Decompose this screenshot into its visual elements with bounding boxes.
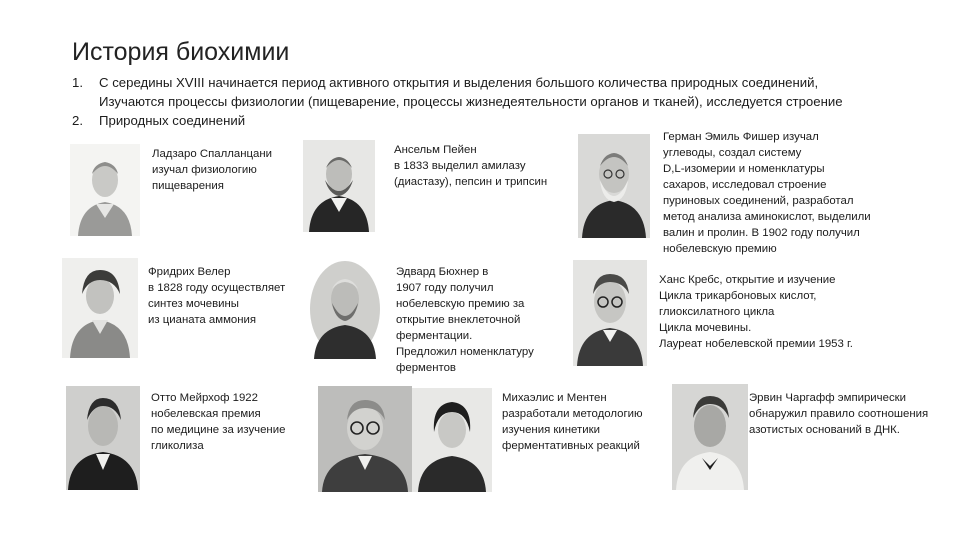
caption-spallanzani [152, 146, 272, 194]
caption-line: (диастазу), пепсин и трипсин [394, 176, 548, 188]
caption-line: нобелевская премия [151, 408, 261, 420]
caption-line: сахаров, исследовал строение [663, 179, 827, 191]
caption-fischer [663, 129, 871, 257]
caption-line: ферментативных реакций [502, 440, 640, 452]
caption-line: из цианата аммония [148, 314, 257, 326]
portrait-chargaff [672, 384, 748, 490]
caption-chargaff [749, 390, 928, 438]
caption-line: метод анализа аминокислот, выделили [663, 211, 871, 223]
caption-line: 1907 году получил [396, 282, 494, 294]
caption-line: Эрвин Чаргафф эмпирически [749, 392, 906, 404]
list-item [72, 111, 952, 130]
list-item-text: С середины XVIII начинается период активного открытия и выделения большого количества природных соединений, [99, 75, 819, 90]
list-number: 2. [72, 113, 83, 128]
caption-line: Предложил номенклатуру [396, 346, 534, 358]
caption-line: Михаэлис и Ментен [502, 392, 607, 404]
caption-line: Цикла мочевины. [659, 322, 752, 334]
caption-meyerhof [151, 390, 285, 454]
caption-line: нобелевскую премию [663, 243, 777, 255]
slide-title: История биохимии [72, 38, 290, 66]
caption-line: синтез мочевины [148, 298, 239, 310]
caption-line: по медицине за изучение [151, 424, 286, 436]
caption-line: гликолиза [151, 440, 204, 452]
portrait-michaelis [318, 386, 412, 492]
caption-line: пуриновых соединений, разработал [663, 195, 854, 207]
caption-buchner [396, 264, 534, 376]
caption-line: открытие внеклеточной [396, 314, 521, 326]
caption-line: пищеварения [152, 180, 224, 192]
caption-line: в 1833 выделил амилазу [394, 160, 526, 172]
caption-line: Ансельм Пейен [394, 144, 477, 156]
caption-line: валин и пролин. В 1902 году получил [663, 227, 860, 239]
caption-payen [394, 142, 547, 190]
portrait-buchner [308, 259, 382, 359]
portrait-meyerhof [66, 386, 140, 490]
intro-list [72, 73, 952, 130]
caption-line: Цикла трикарбоновых кислот, [659, 290, 817, 302]
portrait-fischer [578, 134, 650, 238]
caption-line: Ладзаро Спалланцани [152, 148, 273, 160]
list-number: 1. [72, 75, 83, 90]
caption-line: ферментов [396, 362, 456, 374]
list-item-continuation: Изучаются процессы физиологии (пищеварение, процессы жизнедеятельности органов и тканей), исследуется строение [99, 94, 843, 109]
caption-line: ферментации. [396, 330, 473, 342]
caption-line: глиоксилатного цикла [659, 306, 775, 318]
caption-line: изучал физиологию [152, 164, 257, 176]
list-item-text: Природных соединений [99, 113, 246, 128]
caption-line: в 1828 году осуществляет [148, 282, 286, 294]
caption-line: азотистых оснований в ДНК. [749, 424, 900, 436]
caption-line: углеводы, создал систему [663, 147, 802, 159]
caption-line: D,L-изомерии и номенклатуры [663, 163, 825, 175]
caption-michaelis-menten [502, 390, 643, 454]
portrait-wohler [62, 258, 138, 358]
portrait-krebs [573, 260, 647, 366]
caption-line: Фридрих Велер [148, 266, 231, 278]
portrait-payen [303, 140, 375, 232]
caption-line: разработали методологию [502, 408, 643, 420]
list-item [72, 73, 952, 111]
portrait-menten [412, 388, 492, 492]
caption-line: Отто Мейрхоф 1922 [151, 392, 258, 404]
caption-line: Лауреат нобелевской премии 1953 г. [659, 338, 853, 350]
caption-line: нобелевскую премию за [396, 298, 525, 310]
caption-line: Эдвард Бюхнер в [396, 266, 489, 278]
caption-line: обнаружил правило соотношения [749, 408, 929, 420]
caption-line: изучения кинетики [502, 424, 600, 436]
caption-line: Герман Эмиль Фишер изучал [663, 131, 819, 143]
caption-krebs [659, 272, 853, 352]
portrait-spallanzani [70, 144, 140, 236]
caption-line: Ханс Кребс, открытие и изучение [659, 274, 836, 286]
caption-wohler [148, 264, 285, 328]
